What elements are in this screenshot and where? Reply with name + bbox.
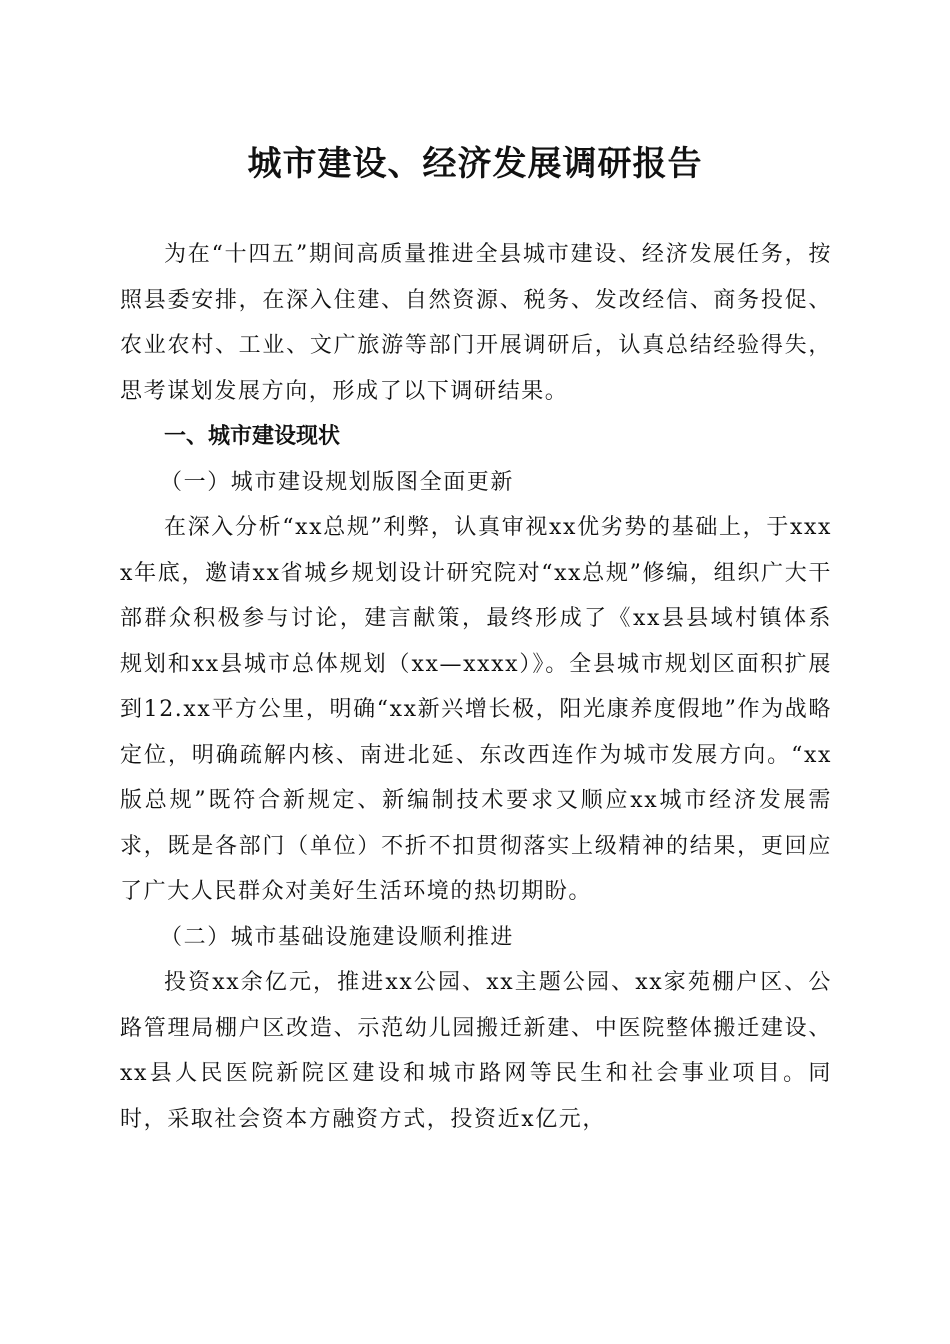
subsection-heading-1: （一）城市建设规划版图全面更新	[160, 469, 515, 495]
document-title: 城市建设、经济发展调研报告	[247, 144, 703, 184]
subsection-heading-2: （二）城市基础设施建设顺利推进	[160, 924, 515, 950]
section-heading-1: 一、城市建设现状	[164, 424, 341, 449]
subsection-paragraph-2: 投资xx余亿元，推进xx公园、xx主题公园、xx家苑棚户区、公路管理局棚户区改造、示范幼儿园搬迁新建、中医院整体搬迁建设、xx县人民医院新院区建设和城市路网等民生和社会事业项目。同时，采取社会资本方融资方式，投资近x亿元，	[120, 970, 832, 1132]
subsection-paragraph-1: 在深入分析“xx总规”利弊，认真审视xx优劣势的基础上，于xxxx年底，邀请xx省城乡规划设计研究院对“xx总规”修编，组织广大干部群众积极参与讨论，建言献策，最终形成了《xx县县域村镇体系规划和xx县城市总体规划（xx—xxxx）》。全县城市规划区面积扩展到12.xx平方公里，明确“xx新兴增长极，阳光康养度假地”作为战略定位，明确疏解内核、南进北延、东改西连作为城市发展方向。“xx版总规”既符合新规定、新编制技术要求又顺应xx城市经济发展需求，既是各部门（单位）不折不扣贯彻落实上级精神的结果，更回应了广大人民群众对美好生活环境的热切期盼。	[120, 515, 832, 904]
document-body	[120, 232, 832, 1142]
intro-paragraph: 为在“十四五”期间高质量推进全县城市建设、经济发展任务，按照县委安排，在深入住建、自然资源、税务、发改经信、商务投促、农业农村、工业、文广旅游等部门开展调研后，认真总结经验得失，思考谋划发展方向，形成了以下调研结果。	[120, 242, 832, 404]
